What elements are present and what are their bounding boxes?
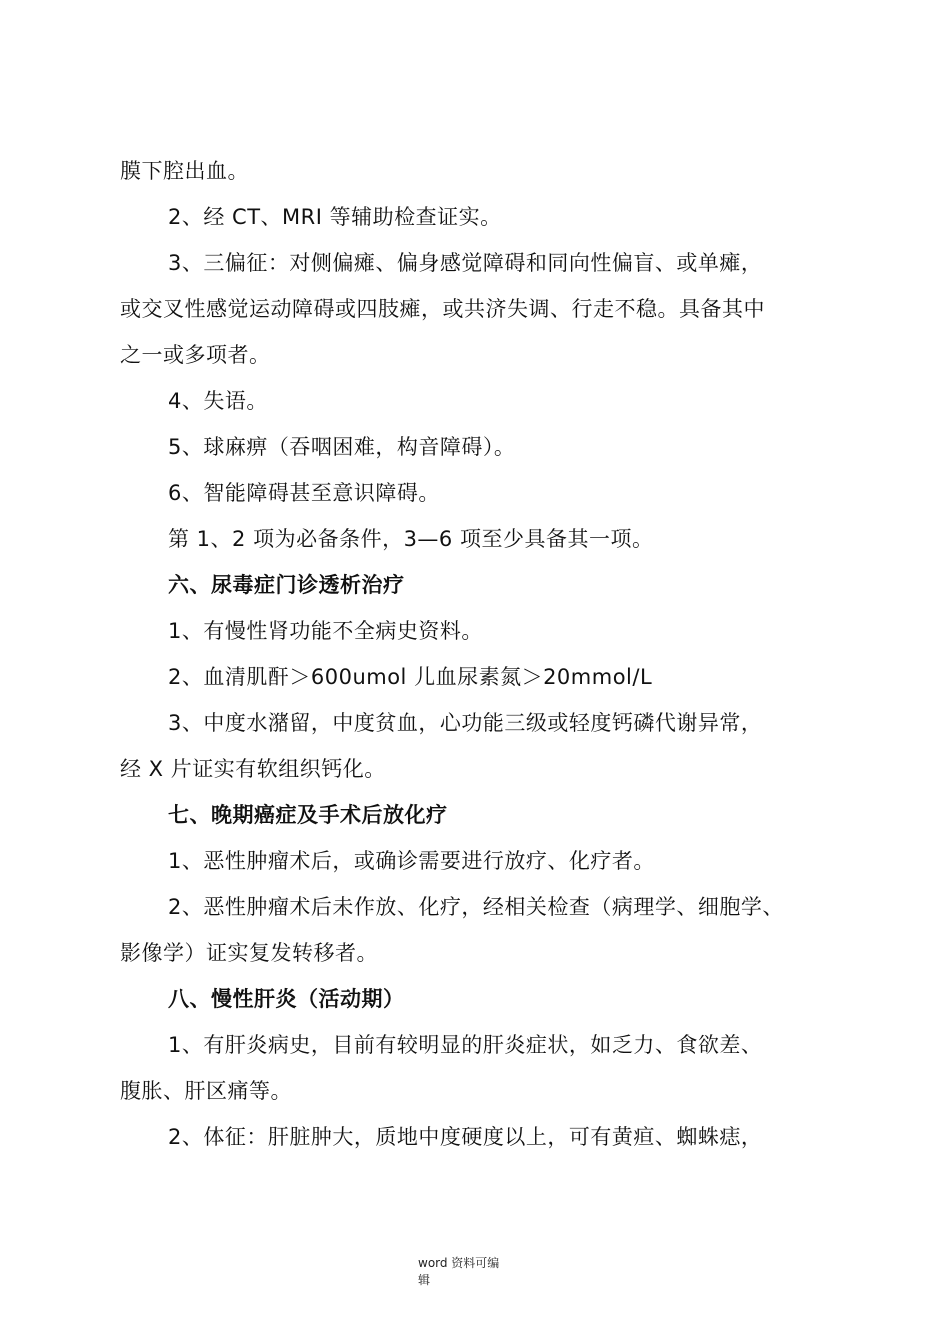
text-line: 3、中度水潴留，中度贫血，心功能三级或轻度钙磷代谢异常， (168, 711, 763, 735)
text-line: 影像学）证实复发转移者。 (120, 941, 378, 965)
text-line: 2、经 CT、MRI 等辅助检查证实。 (168, 205, 502, 229)
footer-text: word 资料可编 (418, 1256, 500, 1270)
text-line: 膜下腔出血。 (120, 159, 249, 183)
text-line: 之一或多项者。 (120, 343, 271, 367)
section-heading: 六、尿毒症门诊透析治疗 (168, 573, 405, 597)
text-line: 1、恶性肿瘤术后，或确诊需要进行放疗、化疗者。 (168, 849, 655, 873)
text-line: 1、有慢性肾功能不全病史资料。 (168, 619, 483, 643)
text-line: 或交叉性感觉运动障碍或四肢瘫，或共济失调、行走不稳。具备其中 (120, 297, 765, 321)
section-heading: 八、慢性肝炎（活动期） (168, 987, 405, 1011)
footer-text: 辑 (418, 1273, 431, 1287)
text-line: 1、有肝炎病史，目前有较明显的肝炎症状，如乏力、食欲差、 (168, 1033, 763, 1057)
text-line: 2、血清肌酐＞600umol 儿血尿素氮＞20mmol/L (168, 665, 653, 689)
text-line: 3、三偏征：对侧偏瘫、偏身感觉障碍和同向性偏盲、或单瘫， (168, 251, 763, 275)
text-line: 5、球麻痹（吞咽困难，构音障碍）。 (168, 435, 516, 459)
text-line: 第 1、2 项为必备条件，3—6 项至少具备其一项。 (168, 527, 654, 551)
text-line: 4、失语。 (168, 389, 268, 413)
text-line: 经 X 片证实有软组织钙化。 (120, 757, 386, 781)
section-heading: 七、晚期癌症及手术后放化疗 (168, 803, 448, 827)
text-line: 2、体征：肝脏肿大，质地中度硬度以上，可有黄疸、蜘蛛痣， (168, 1125, 763, 1149)
text-line: 6、智能障碍甚至意识障碍。 (168, 481, 440, 505)
text-line: 腹胀、肝区痛等。 (120, 1079, 292, 1103)
text-line: 2、恶性肿瘤术后未作放、化疗，经相关检查（病理学、细胞学、 (168, 895, 784, 919)
